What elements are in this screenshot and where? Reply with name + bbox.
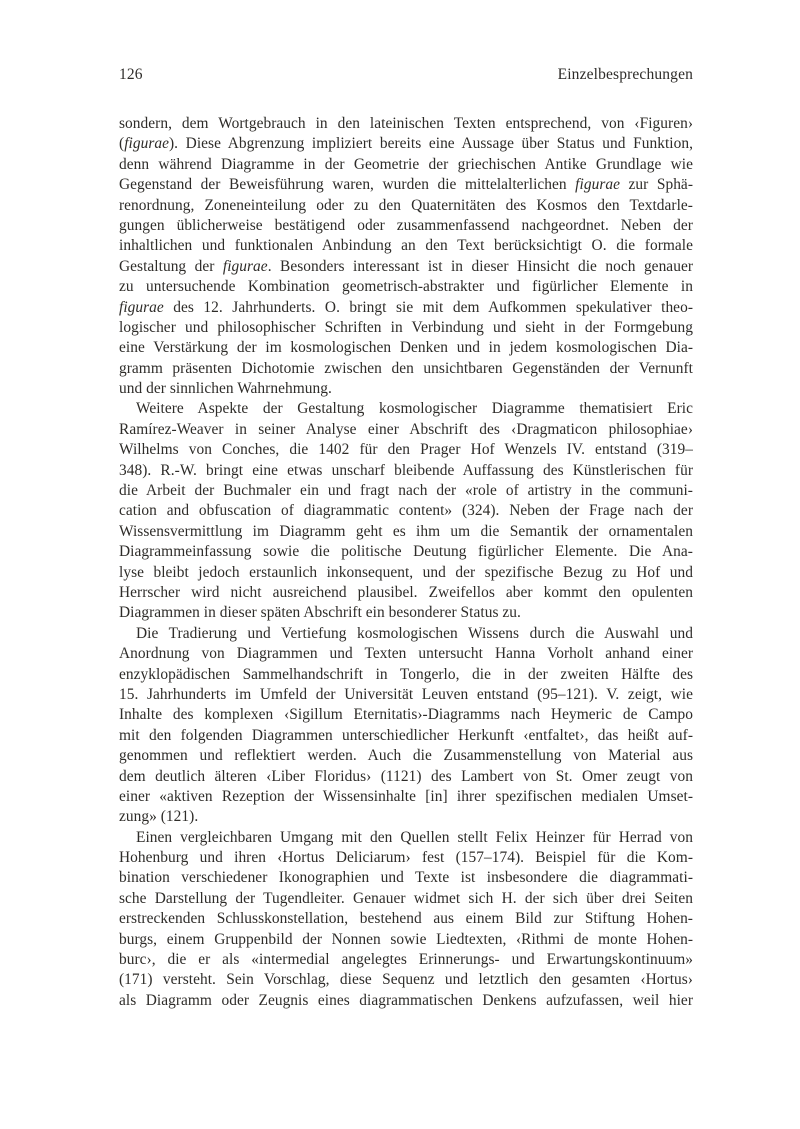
- text-line: 15. Jahrhunderts im Umfeld der Universität Leuven entstand (95–121). V. zeigt, wie: [119, 685, 693, 703]
- text-line: Diagrammen in dieser späten Abschrift ein besonderer Status zu.: [119, 604, 521, 622]
- text-line: Weitere Aspekte der Gestaltung kosmologischer Diagramme thematisiert Eric: [136, 400, 693, 418]
- text-line: Gestaltung der figurae. Besonders interessant ist in dieser Hinsicht die noch genauer: [119, 257, 693, 275]
- text-line: Gegenstand der Beweisführung waren, wurden die mittelalterlichen figurae zur Sphä-: [119, 176, 693, 194]
- running-head: Einzelbesprechungen: [557, 66, 693, 83]
- text-line: sondern, dem Wortgebrauch in den lateinischen Texten entsprechend, von ‹Figuren›: [119, 115, 693, 132]
- text-line: genommen und reflektiert werden. Auch die Zusammenstellung von Material aus: [119, 747, 693, 765]
- text-line: Ramírez-Weaver in seiner Analyse einer Abschrift des ‹Dragmaticon philosophiae›: [119, 420, 693, 438]
- text-line: (171) versteht. Sein Vorschlag, diese Sequenz und letztlich den gesamten ‹Hortus›: [119, 971, 693, 989]
- text-line: Anordnung von Diagrammen und Texten untersucht Hanna Vorholt anhand einer: [119, 645, 693, 663]
- page-number: 126: [119, 66, 143, 83]
- text-block: [119, 114, 693, 1011]
- text-line: denn während Diagramme in der Geometrie der griechischen Antike Grundlage wie: [119, 155, 693, 173]
- text-line: logischer und philosophischer Schriften in Verbindung und sieht in der Formgebung: [119, 318, 693, 336]
- text-line: gungen üblicherweise bestätigend oder zusammenfassend nachgeordnet. Neben der: [119, 216, 693, 234]
- text-line: erstreckenden Schlusskonstellation, bestehend aus einem Bild zur Stiftung Hohen-: [119, 910, 693, 928]
- text-line: sche Darstellung der Tugendleiter. Genauer widmet sich H. der sich über drei Seiten: [119, 889, 693, 907]
- text-line: eine Verstärkung der im kosmologischen Denken und in jedem kosmologischen Dia-: [119, 339, 693, 357]
- text-line: einer «aktiven Rezeption der Wissensinhalte [in] ihrer spezifischen medialen Umset-: [119, 787, 693, 805]
- text-line: zu untersuchende Kombination geometrisch-abstrakter und figürlicher Elemente in: [119, 278, 693, 296]
- paragraph: [119, 828, 693, 1012]
- text-line: Diagrammeinfassung sowie die politische Deutung figürlicher Elemente. Die Ana-: [119, 543, 693, 561]
- text-line: gramm präsenten Dichotomie zwischen den unsichtbaren Gegenständen der Vernunft: [119, 359, 693, 377]
- text-line: burc›, die er als «intermedial angelegtes Erinnerungs- und Erwartungskontinuum»: [119, 951, 693, 969]
- paragraph: [119, 114, 693, 399]
- text-line: Einen vergleichbaren Umgang mit den Quellen stellt Felix Heinzer für Herrad von: [136, 828, 693, 846]
- text-line: Wissensvermittlung im Diagramm geht es ihm um die Semantik der ornamentalen: [119, 522, 693, 540]
- page-header: [119, 65, 693, 85]
- paragraph: [119, 624, 693, 828]
- text-line: Die Tradierung und Vertiefung kosmologischen Wissens durch die Auswahl und: [136, 624, 693, 642]
- text-line: als Diagramm oder Zeugnis eines diagrammatischen Denkens aufzufassen, weil hier: [119, 991, 693, 1009]
- text-line: lyse bleibt jedoch erstaunlich inkonsequent, und der spezifische Bezug zu Hof und: [119, 563, 693, 581]
- text-line: Hohenburg und ihren ‹Hortus Deliciarum› fest (157–174). Beispiel für die Kom-: [119, 849, 693, 867]
- text-line: Wilhelms von Conches, die 1402 für den Prager Hof Wenzels IV. entstand (319–: [119, 441, 693, 459]
- text-line: bination verschiedener Ikonographien und Texte ist insbesondere die diagrammati-: [119, 869, 693, 887]
- text-line: enzyklopädischen Sammelhandschrift in Tongerlo, die in der zweiten Hälfte des: [119, 665, 693, 683]
- text-line: burgs, einem Gruppenbild der Nonnen sowie Liedtexten, ‹Rithmi de monte Hohen-: [119, 930, 693, 948]
- text-line: zung» (121).: [119, 808, 199, 826]
- text-line: cation and obfuscation of diagrammatic content» (324). Neben der Frage nach der: [119, 502, 693, 520]
- text-line: und der sinnlichen Wahrnehmung.: [119, 380, 332, 398]
- text-line: die Arbeit der Buchmaler ein und fragt nach der «role of artistry in the communi-: [119, 482, 693, 500]
- text-line: 348). R.-W. bringt eine etwas unscharf bleibende Auffassung des Künstlerischen für: [119, 461, 693, 479]
- text-line: inhaltlichen und funktionalen Anbindung an den Text berücksichtigt O. die formale: [119, 237, 693, 255]
- text-line: renordnung, Zoneneinteilung oder zu den Quaternitäten des Kosmos den Textdarle-: [119, 196, 693, 214]
- text-line: (figurae). Diese Abgrenzung impliziert bereits eine Aussage über Status und Funktion,: [119, 135, 693, 153]
- text-line: mit den folgenden Diagrammen unterschiedlicher Herkunft ‹entfaltet›, das heißt auf-: [119, 726, 693, 744]
- paragraph: [119, 399, 693, 623]
- text-line: Herrscher wird nicht ausreichend plausibel. Zweifellos aber kommt den opulenten: [119, 583, 693, 601]
- text-line: figurae des 12. Jahrhunderts. O. bringt sie mit dem Aufkommen spekulativer theo-: [119, 298, 693, 316]
- text-line: dem deutlich älteren ‹Liber Floridus› (1121) des Lambert von St. Omer zeugt von: [119, 767, 693, 785]
- text-line: Inhalte des komplexen ‹Sigillum Eternitatis›-Diagramms nach Heymeric de Campo: [119, 706, 693, 724]
